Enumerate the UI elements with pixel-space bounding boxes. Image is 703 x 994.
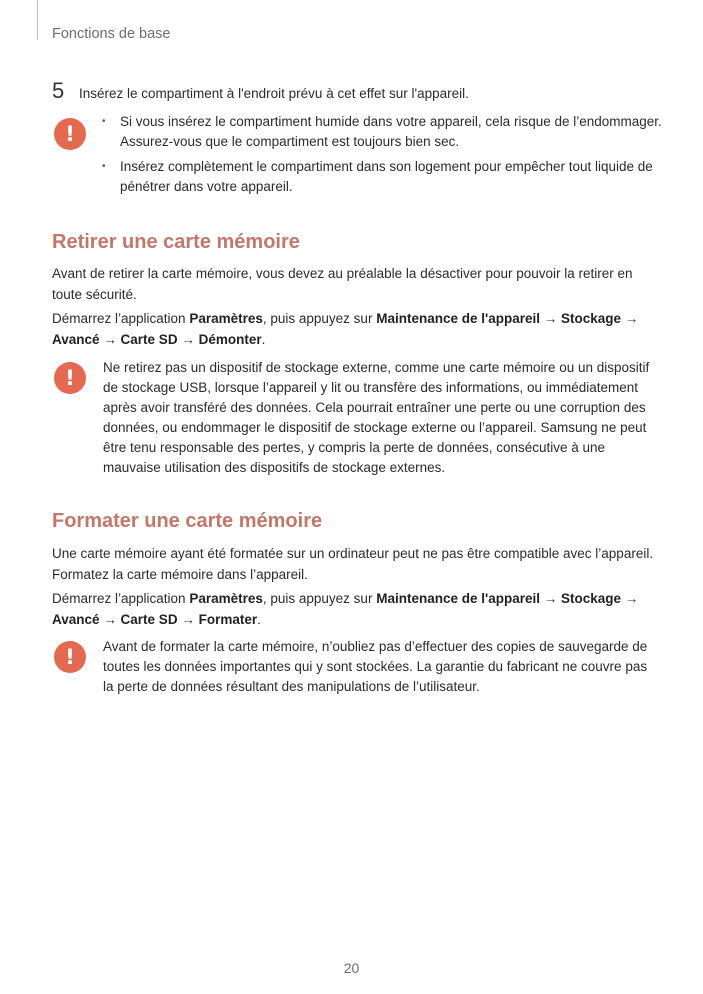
- menu-path-item: Démonter: [198, 331, 262, 347]
- menu-path-item: Stockage: [560, 591, 622, 606]
- page-margin-rule: [37, 0, 38, 40]
- remove-card-intro: Avant de retirer la carte mémoire, vous devez au préalable la désactiver pour pouvoir la retirer en toute sécurité.: [52, 266, 633, 302]
- menu-path-item: Maintenance de l'appareil: [376, 311, 540, 326]
- page-number: 20: [343, 960, 360, 976]
- menu-path-item: Carte SD: [120, 331, 178, 347]
- section-heading-remove-card: Retirer une carte mémoire: [52, 231, 300, 253]
- section-heading-format-card: Formater une carte mémoire: [52, 510, 323, 532]
- format-card-warning: Avant de formater la carte mémoire, n’oubliez pas d’effectuer des copies de sauvegarde de toutes les données importantes qui y sont stockées. La garantie du fabricant ne couvre pas la perte de données résultant des manipulations de l’utilisateur.: [103, 639, 648, 694]
- warning-bullet-list: [102, 112, 662, 202]
- warning-icon: !: [54, 641, 86, 673]
- running-header: Fonctions de base: [52, 26, 171, 42]
- warning-bullet: • Si vous insérez le compartiment humide dans votre appareil, cela risque de l’endommager. Assurez-vous que le compartiment est toujours bien sec.: [102, 112, 662, 152]
- format-card-instruction: Démarrez l’application Paramètres, puis appuyez sur Maintenance de l'appareil → Stockage → Avancé → Carte SD → Formater.: [52, 591, 639, 627]
- step-number: 5: [52, 78, 65, 103]
- menu-path-item: Carte SD: [120, 611, 178, 627]
- menu-path-item: Maintenance de l'appareil: [376, 591, 540, 606]
- step-text: Insérez le compartiment à l'endroit prévu à cet effet sur l'appareil.: [79, 86, 469, 101]
- menu-path-item: Stockage: [560, 311, 622, 326]
- app-name: Paramètres: [189, 311, 263, 326]
- app-name: Paramètres: [189, 591, 263, 606]
- warning-icon: !: [54, 118, 86, 150]
- warning-bullet: • Insérez complètement le compartiment dans son logement pour empêcher tout liquide de pénétrer dans votre appareil.: [102, 157, 662, 197]
- remove-card-instruction: Démarrez l’application Paramètres, puis appuyez sur Maintenance de l'appareil → Stockage → Avancé → Carte SD → Démonter.: [52, 311, 639, 347]
- menu-path-item: Formater: [198, 611, 258, 627]
- menu-path-item: Avancé: [52, 611, 100, 627]
- format-card-intro: Une carte mémoire ayant été formatée sur un ordinateur peut ne pas être compatible avec l’appareil. Formatez la carte mémoire dans l’appareil.: [52, 546, 654, 582]
- warning-icon: !: [54, 362, 86, 394]
- menu-path-item: Avancé: [52, 331, 100, 347]
- remove-card-warning: Ne retirez pas un dispositif de stockage externe, comme une carte mémoire ou un dispositif de stockage USB, lorsque l’appareil y lit ou transfère des informations, ou immédiatement après avoir transféré des données. Cela pourrait entraîner une perte ou une corruption des données, ou endommager le dispositif de stockage externe ou l’appareil. Samsung ne peut être tenu responsable des pertes, y compris la perte de données, consécutive à une mauvaise utilisation des dispositifs de stockage externes.: [103, 360, 650, 475]
